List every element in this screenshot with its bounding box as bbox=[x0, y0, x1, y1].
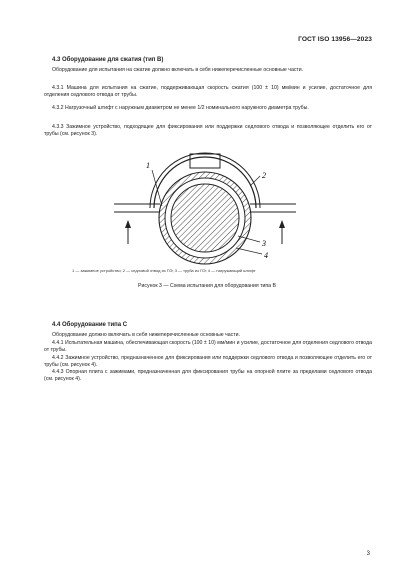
figure-3-legend: 1 — зажимное устройство; 2 — седловой отвод из ПЭ; 3 — труба из ПЭ; 4 — нагружающий штифт bbox=[72, 268, 256, 273]
clamp-top-block bbox=[190, 154, 220, 168]
section-4-4-intro: Оборудование должно включать в себя нижеперечисленные основные части. bbox=[52, 332, 240, 338]
clause-4-3-2: 4.3.2 Нагрузочный штифт с наружным диаметром не менее 1/2 номинального наружного диаметра трубы. bbox=[52, 105, 309, 111]
page-number: 3 bbox=[366, 551, 370, 557]
section-4-3-title: 4.3 Оборудование для сжатия (тип В) bbox=[52, 57, 164, 63]
figure-3-diagram bbox=[110, 148, 300, 266]
label-1: 1 bbox=[146, 161, 150, 170]
section-4-3-intro: Оборудование для испытания на сжатие должно включать в себя нижеперечисленные основные части. bbox=[52, 67, 304, 73]
clause-4-3-1: 4.3.1 Машина для испытания на сжатие, поддерживающая скорость сжатия (100 ± 10) мм/мин и усилие, достаточное для отделения седлового отвода от трубы. bbox=[44, 85, 372, 99]
label-2: 2 bbox=[262, 171, 266, 180]
loading-pin bbox=[171, 184, 239, 252]
figure-3-caption: Рисунок 3 — Схема испытания для оборудования типа В bbox=[138, 283, 276, 289]
clause-4-4-3: 4.4.3 Опорная плита с зажимами, предназначенная для фиксирования трубы на опорной плите за пределами седлового отвода (см. рисунок 4). bbox=[44, 369, 372, 383]
document-code: ГОСТ ISO 13956—2023 bbox=[298, 36, 372, 43]
label-4: 4 bbox=[264, 251, 268, 260]
clause-4-4-1: 4.4.1 Испытательная машина, обеспечивающая скорость (100 ± 10) мм/мин и усилие, достаточное для отделения седлового отвода от трубы. bbox=[44, 340, 372, 354]
clause-4-4-2: 4.4.2 Зажимное устройство, предназначенное для фиксирования или поддержки седлового отвода и позволяющее отделить его от трубы (см. рисунок 4). bbox=[44, 355, 372, 369]
clause-4-3-3: 4.3.3 Зажимное устройство, подходящее для фиксирования или поддержки седлового отвода и позволяющее отделить его от трубы (см. рисунок 3). bbox=[44, 124, 372, 138]
label-3: 3 bbox=[262, 239, 266, 248]
section-4-4-title: 4.4 Оборудование типа С bbox=[52, 322, 128, 328]
